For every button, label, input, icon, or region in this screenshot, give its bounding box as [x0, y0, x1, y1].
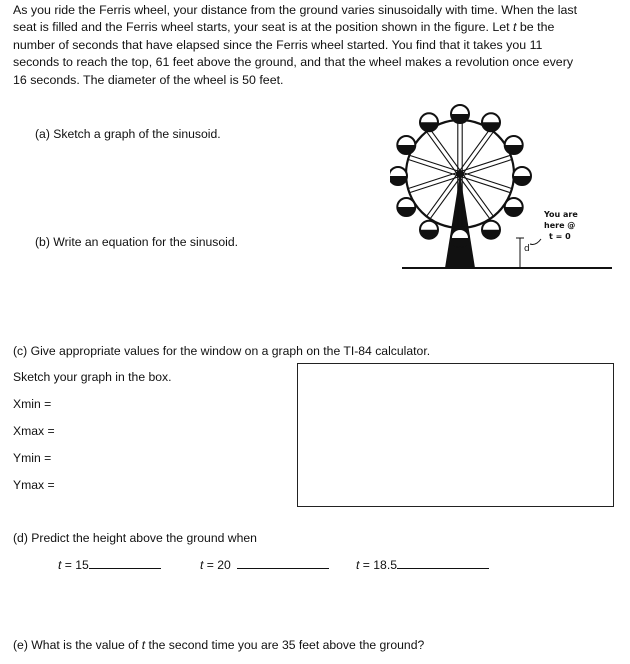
seat [513, 167, 531, 185]
intro-line-4: seconds to reach the top, 61 feet above the ground, and that the wheel makes a revolution once every [13, 55, 574, 70]
intro-line-2-text: seat is filled and the Ferris wheel starts, your seat is at the position shown in the figure. Let [13, 20, 514, 35]
prediction-t20-blank[interactable] [237, 558, 329, 569]
spoke [461, 159, 512, 176]
sketch-box[interactable] [297, 363, 614, 507]
spoke [462, 173, 494, 217]
seat [397, 198, 415, 216]
prediction-t18-5[interactable] [356, 558, 489, 572]
spoke [462, 132, 494, 176]
question-a: (a) Sketch a graph of the sinusoid. [35, 127, 221, 141]
spoke [409, 176, 460, 193]
xmax-field[interactable]: Xmax = [13, 424, 55, 438]
seat [482, 113, 500, 131]
intro-line-2-end: be the [516, 20, 555, 35]
spoke [426, 173, 458, 217]
intro-line-2 [13, 19, 613, 36]
intro-line-3: number of seconds that have elapsed since the Ferris wheel started. You find that it takes you 11 [13, 37, 543, 52]
note-line-2: here @ [544, 221, 576, 230]
intro-line-1: As you ride the Ferris wheel, your distance from the ground varies sinusoidally with time. When the last [13, 3, 578, 17]
question-b: (b) Write an equation for the sinusoid. [35, 235, 239, 249]
d-label: d [524, 244, 530, 254]
spoke [409, 155, 460, 172]
support-tower [445, 174, 475, 268]
intro-line-5: 16 seconds. The diameter of the wheel is 50 feet. [13, 72, 284, 87]
seat [390, 167, 407, 185]
note-line-1: You are [544, 210, 578, 219]
question-e [13, 638, 424, 652]
seat [505, 136, 523, 154]
prediction-t15-var: t [58, 558, 62, 572]
spoke [459, 176, 510, 193]
seat [397, 136, 415, 154]
seat [451, 105, 469, 123]
spoke [458, 129, 490, 173]
question-e-var: t [141, 638, 146, 652]
spoke [408, 172, 459, 189]
prediction-t18-5-blank[interactable] [397, 558, 489, 569]
ferris-wheel-figure [390, 88, 616, 272]
note-line-3: t = 0 [549, 232, 571, 241]
question-d: (d) Predict the height above the ground when [13, 531, 257, 545]
seat [420, 221, 438, 239]
prediction-t20-var: t [200, 558, 204, 572]
spoke [426, 132, 458, 176]
seat [505, 198, 523, 216]
question-e-suffix: the second time you are 35 feet above the ground? [145, 638, 425, 652]
intro-var-t: t [513, 20, 517, 35]
question-c: (c) Give appropriate values for the window on a graph on the TI-84 calculator. [13, 344, 431, 358]
question-e-prefix: (e) What is the value of [13, 638, 142, 652]
question-c-sketch: Sketch your graph in the box. [13, 370, 172, 384]
spoke [430, 129, 462, 173]
ymax-field[interactable]: Ymax = [13, 478, 55, 492]
seat [451, 229, 469, 247]
prediction-t15-blank[interactable] [89, 558, 161, 569]
ymin-field[interactable]: Ymin = [13, 451, 52, 465]
prediction-t20-label: = 20 [203, 558, 231, 572]
seat [420, 113, 438, 131]
seat [482, 221, 500, 239]
intro-paragraph [13, 2, 613, 89]
prediction-t15-label: = 15 [61, 558, 89, 572]
spoke [461, 172, 512, 189]
prediction-t18-5-var: t [356, 558, 360, 572]
prediction-t18-5-label: = 18.5 [359, 558, 398, 572]
prediction-t15[interactable] [58, 558, 161, 572]
xmin-field[interactable]: Xmin = [13, 397, 52, 411]
wheel-hub [456, 170, 464, 178]
spoke [408, 159, 459, 176]
spoke [459, 155, 510, 172]
prediction-t20[interactable] [200, 558, 329, 572]
note-arrow [530, 239, 541, 244]
